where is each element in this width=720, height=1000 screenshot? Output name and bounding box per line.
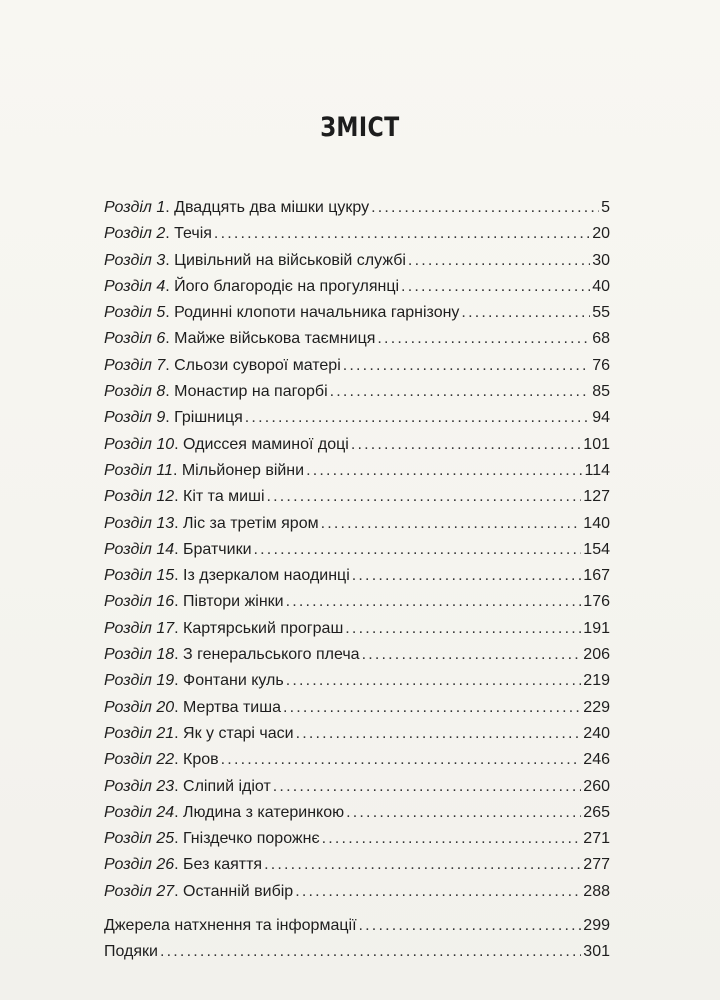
chapter-separator: . <box>165 383 175 401</box>
dot-leader <box>267 488 582 506</box>
page-number: 140 <box>583 514 610 532</box>
chapter-number: Розділ 2 <box>104 225 166 243</box>
toc-entry <box>104 804 610 830</box>
chapter-number: Розділ 12 <box>104 488 175 506</box>
chapter-separator: . <box>165 304 175 322</box>
chapter-number: Розділ 19 <box>104 672 175 690</box>
chapter-separator: . <box>174 593 184 611</box>
page-number: 30 <box>592 251 610 269</box>
page-number: 94 <box>592 409 610 427</box>
toc-entry <box>104 330 610 356</box>
toc-entry-label <box>104 225 212 243</box>
chapter-separator: . <box>165 277 175 295</box>
toc-entry-label <box>104 751 219 769</box>
chapter-number: Розділ 9 <box>104 409 166 427</box>
toc-entry <box>104 856 610 882</box>
toc-entry-label <box>104 620 343 638</box>
chapter-separator: . <box>174 830 184 848</box>
dot-leader <box>408 252 590 270</box>
chapter-number: Розділ 4 <box>104 277 166 295</box>
toc-entry-label <box>104 778 271 796</box>
toc-entry-label <box>104 278 399 296</box>
toc-entry-label <box>104 199 369 217</box>
dot-leader <box>254 541 582 559</box>
toc-entry <box>104 252 610 278</box>
chapter-title: Як у старі часи <box>183 724 294 742</box>
chapter-separator: . <box>174 777 184 795</box>
dot-leader <box>322 830 582 848</box>
chapter-number: Розділ 5 <box>104 304 166 322</box>
toc-entry-label <box>104 330 375 348</box>
page-number: 229 <box>583 698 610 716</box>
chapter-title: Цивільний на військовій службі <box>174 251 406 269</box>
page-number: 55 <box>592 304 610 322</box>
chapter-title: Грішниця <box>174 409 243 427</box>
toc-entry-label <box>104 804 344 822</box>
toc-entry <box>104 357 610 383</box>
chapter-title: Одиссея маминої доці <box>183 435 349 453</box>
chapter-number: Розділ 1 <box>104 199 166 216</box>
toc-entry-label <box>104 830 320 848</box>
dot-leader <box>264 856 581 874</box>
page-number: 85 <box>592 383 610 401</box>
chapter-number: Розділ 16 <box>104 593 175 611</box>
chapter-title: Подяки <box>104 943 158 961</box>
chapter-number: Розділ 25 <box>104 830 175 848</box>
dot-leader <box>245 409 590 427</box>
toc-entry <box>104 725 610 751</box>
toc-entry-label <box>104 593 284 611</box>
toc-entry-label <box>104 567 350 585</box>
chapter-separator: . <box>174 751 184 769</box>
dot-leader <box>351 436 581 454</box>
chapter-title: Кров <box>183 751 219 769</box>
chapter-title: Останній вибір <box>183 882 294 900</box>
page-number: 271 <box>583 830 610 848</box>
page-number: 76 <box>592 356 610 374</box>
dot-leader <box>371 199 599 217</box>
chapter-separator: . <box>174 856 184 874</box>
chapter-title: Мільйонер війни <box>181 461 305 479</box>
chapter-title: Півтори жінки <box>183 593 284 611</box>
chapter-number: Розділ 14 <box>104 540 175 558</box>
toc-entry-label <box>104 409 243 427</box>
page-title: ЗМІСТ <box>320 112 400 143</box>
chapter-separator: . <box>174 672 184 690</box>
toc-entry <box>104 515 610 541</box>
chapter-title: Картярський програш <box>183 619 344 637</box>
toc-entry <box>104 304 610 330</box>
toc-entry <box>104 541 610 567</box>
chapter-number: Розділ 26 <box>104 856 175 874</box>
dot-leader <box>345 620 581 638</box>
page-number: 206 <box>583 646 610 664</box>
chapter-separator: . <box>165 225 175 243</box>
chapter-title: Фонтани куль <box>183 672 284 690</box>
toc-entry-label <box>104 917 357 935</box>
page-number: 154 <box>583 540 610 558</box>
dot-leader <box>273 778 582 796</box>
toc-entry-label <box>104 699 281 717</box>
toc-entry-label <box>104 252 406 270</box>
chapter-separator: . <box>165 330 175 348</box>
chapter-title: Майже військова таємниця <box>174 330 376 348</box>
chapter-title: Джерела натхнення та інформації <box>104 917 357 935</box>
chapter-separator: . <box>174 488 184 506</box>
toc-entry-label <box>104 383 328 401</box>
chapter-title: Кіт та миші <box>183 488 265 506</box>
dot-leader <box>286 672 582 690</box>
page-number: 191 <box>583 619 610 637</box>
dot-leader <box>286 593 582 611</box>
toc-extra-entry <box>104 943 610 969</box>
chapter-title: Без каяття <box>183 856 263 874</box>
dot-leader <box>160 943 581 961</box>
chapter-separator: . <box>174 724 184 742</box>
toc-entry-label <box>104 357 341 375</box>
chapter-title: Із дзеркалом наодинці <box>183 567 350 585</box>
chapter-separator: . <box>165 356 175 374</box>
toc-entry-label <box>104 436 349 454</box>
toc-entry-label <box>104 883 293 901</box>
toc-entry <box>104 778 610 804</box>
dot-leader <box>283 699 581 717</box>
dot-leader <box>362 646 582 664</box>
chapter-number: Розділ 13 <box>104 514 175 532</box>
toc-entry-label <box>104 672 284 690</box>
chapter-title: Сльози суворої матері <box>174 356 341 374</box>
toc-entry-label <box>104 304 459 322</box>
chapter-separator: . <box>165 199 175 216</box>
dot-leader <box>461 304 590 322</box>
toc-entry-label <box>104 488 265 506</box>
chapter-separator: . <box>174 882 184 900</box>
dot-leader <box>401 278 590 296</box>
page-number: 301 <box>583 943 610 961</box>
page-number: 176 <box>583 593 610 611</box>
toc-entry <box>104 409 610 435</box>
chapter-number: Розділ 7 <box>104 356 166 374</box>
chapter-number: Розділ 20 <box>104 698 175 716</box>
chapter-title: Гніздечко порожнє <box>183 830 320 848</box>
toc-entry <box>104 620 610 646</box>
page-number: 5 <box>601 199 610 216</box>
page-number: 167 <box>583 567 610 585</box>
toc-entry-label <box>104 515 319 533</box>
page-number: 101 <box>583 435 610 453</box>
toc-entry <box>104 383 610 409</box>
chapter-title: Течія <box>174 225 212 243</box>
chapter-title: Родинні клопоти начальника гарнізону <box>174 304 460 322</box>
chapter-number: Розділ 10 <box>104 435 175 453</box>
chapter-number: Розділ 15 <box>104 567 175 585</box>
chapter-number: Розділ 11 <box>104 461 173 479</box>
page-number: 288 <box>583 882 610 900</box>
chapter-number: Розділ 6 <box>104 330 166 348</box>
toc-entry <box>104 462 610 488</box>
toc-entry <box>104 567 610 593</box>
chapter-number: Розділ 24 <box>104 803 175 821</box>
dot-leader <box>214 225 590 243</box>
toc-entry-label <box>104 725 294 743</box>
page-number: 240 <box>583 724 610 742</box>
chapter-number: Розділ 22 <box>104 751 175 769</box>
chapter-title: Монастир на пагорбі <box>174 383 328 401</box>
chapter-title: З генеральського плеча <box>183 646 360 664</box>
chapter-title: Людина з катеринкою <box>183 803 345 821</box>
dot-leader <box>330 383 591 401</box>
chapter-number: Розділ 8 <box>104 383 166 401</box>
chapter-title: Сліпий ідіот <box>183 777 271 795</box>
page-number: 127 <box>583 488 610 506</box>
toc-entry <box>104 699 610 725</box>
chapter-number: Розділ 18 <box>104 646 175 664</box>
toc-entry <box>104 593 610 619</box>
chapter-separator: . <box>174 646 184 664</box>
toc-entry <box>104 225 610 251</box>
toc-entry-label <box>104 462 304 480</box>
page-number: 277 <box>583 856 610 874</box>
chapter-title: Його благородіє на прогулянці <box>174 277 400 295</box>
toc-entry <box>104 436 610 462</box>
page-number: 68 <box>592 330 610 348</box>
chapter-separator: . <box>174 619 184 637</box>
chapter-separator: . <box>174 514 184 532</box>
page-number: 219 <box>583 672 610 690</box>
page-number: 20 <box>592 225 610 243</box>
chapter-separator: . <box>174 803 184 821</box>
chapter-title: Ліс за третім яром <box>183 514 319 532</box>
toc-entry <box>104 646 610 672</box>
page-number: 40 <box>592 277 610 295</box>
chapter-separator: . <box>174 540 184 558</box>
chapter-number: Розділ 27 <box>104 882 175 900</box>
table-of-contents <box>104 199 610 970</box>
chapter-number: Розділ 21 <box>104 724 175 742</box>
chapter-title: Двадцять два мішки цукру <box>174 199 370 216</box>
chapter-number: Розділ 17 <box>104 619 175 637</box>
toc-entry <box>104 278 610 304</box>
chapter-separator: . <box>165 409 175 427</box>
dot-leader <box>352 567 582 585</box>
toc-entry <box>104 672 610 698</box>
chapter-title: Мертва тиша <box>183 698 281 716</box>
chapter-title: Братчики <box>183 540 252 558</box>
dot-leader <box>296 725 582 743</box>
toc-entry-label <box>104 856 262 874</box>
dot-leader <box>321 515 582 533</box>
page-number: 114 <box>584 461 610 479</box>
dot-leader <box>377 330 590 348</box>
chapter-separator: . <box>172 461 182 479</box>
dot-leader <box>295 883 581 901</box>
dot-leader <box>359 917 582 935</box>
page-number: 260 <box>583 777 610 795</box>
page-number: 299 <box>583 917 610 935</box>
toc-extra-entry <box>104 917 610 943</box>
chapter-number: Розділ 23 <box>104 777 175 795</box>
page-number: 265 <box>583 803 610 821</box>
chapter-separator: . <box>174 435 184 453</box>
dot-leader <box>343 357 590 375</box>
toc-entry <box>104 488 610 514</box>
chapter-separator: . <box>165 251 175 269</box>
dot-leader <box>221 751 582 769</box>
chapter-separator: . <box>174 698 184 716</box>
chapter-number: Розділ 3 <box>104 251 166 269</box>
toc-entry <box>104 199 610 225</box>
toc-entry <box>104 883 610 909</box>
dot-leader <box>306 462 582 480</box>
page-number: 246 <box>583 751 610 769</box>
chapter-separator: . <box>174 567 184 585</box>
toc-entry-label <box>104 646 360 664</box>
toc-entry-label <box>104 943 158 961</box>
toc-entry <box>104 830 610 856</box>
dot-leader <box>346 804 581 822</box>
toc-entry <box>104 751 610 777</box>
toc-entry-label <box>104 541 252 559</box>
